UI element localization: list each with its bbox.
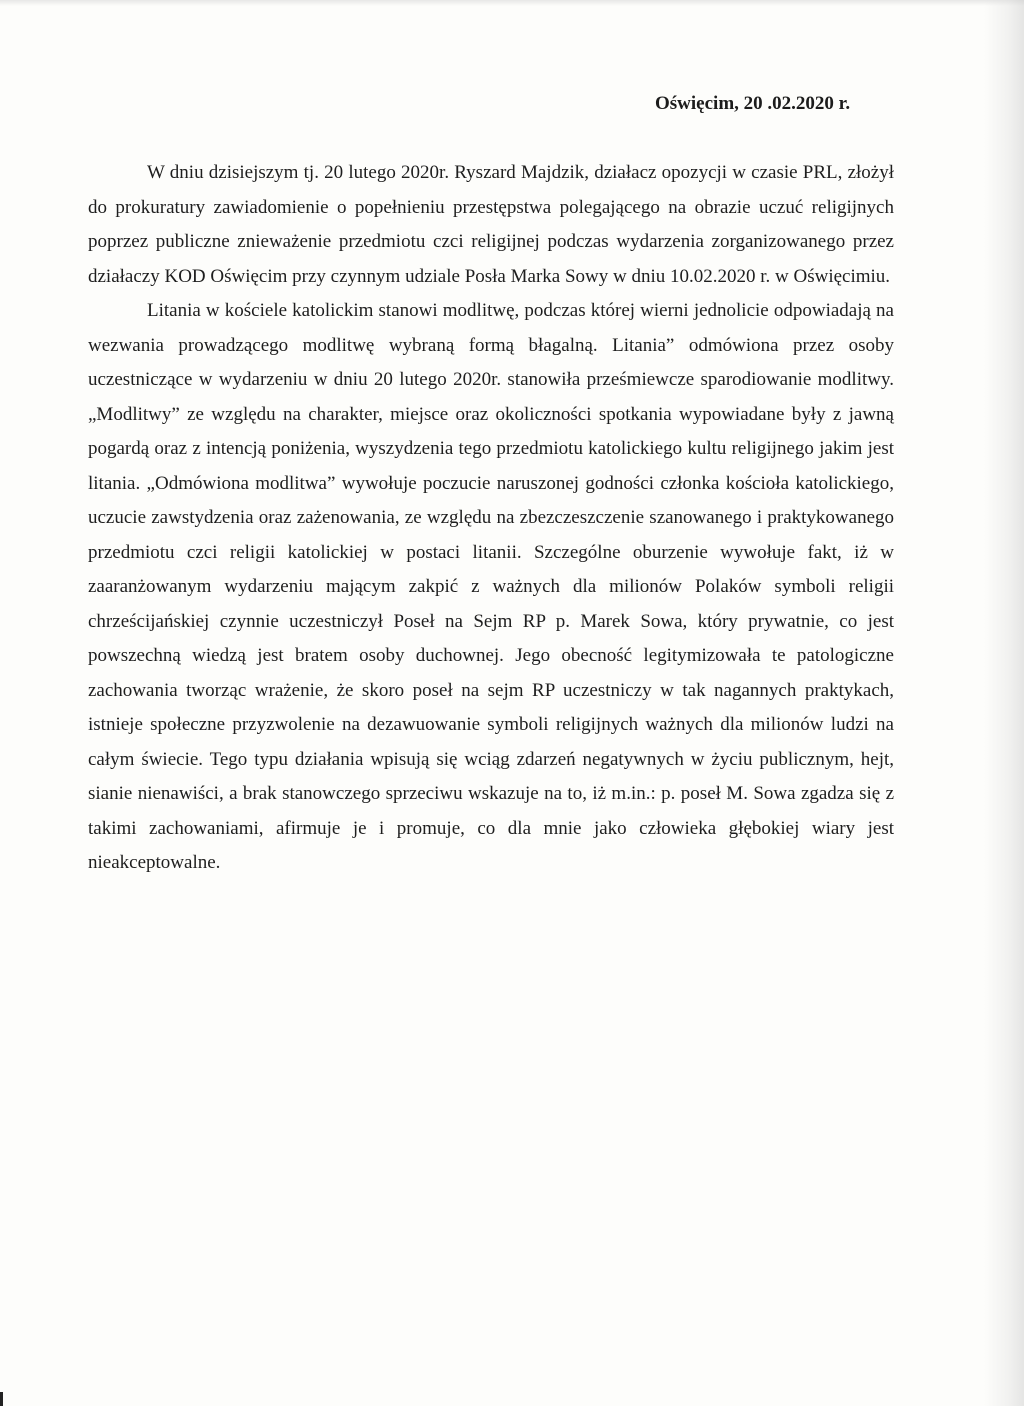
letter-body	[88, 156, 894, 881]
page-right-shadow	[984, 0, 1024, 1406]
scan-edge-mark	[0, 1392, 3, 1406]
paragraph-1: W dniu dzisiejszym tj. 20 lutego 2020r. Ryszard Majdzik, działacz opozycji w czasie PRL, złożył do prokuratury zawiadomienie o popełnieniu przestępstwa polegającego na obrazie uczuć religijnych poprzez publiczne znieważenie przedmiotu czci religijnej podczas wydarzenia zorganizowanego przez działaczy KOD Oświęcim przy czynnym udziale Posła Marka Sowy w dniu 10.02.2020 r. w Oświęcimiu.	[88, 162, 894, 287]
paragraph-2: Litania w kościele katolickim stanowi modlitwę, podczas której wierni jednolicie odpowiadają na wezwania prowadzącego modlitwę wybraną formą błagalną. Litania” odmówiona przez osoby uczestniczące w wydarzeniu w dniu 20 lutego 2020r. stanowiła prześmiewcze sparodiowanie modlitwy. „Modlitwy” ze względu na charakter, miejsce oraz okoliczności spotkania wypowiadane były z jawną pogardą oraz z intencją poniżenia, wyszydzenia tego przedmiotu katolickiego kultu religijnego jakim jest litania. „Odmówiona modlitwa” wywołuje poczucie naruszonej godności członka kościoła katolickiego, uczucie zawstydzenia oraz zażenowania, ze względu na zbezczeszczenie szanowanego i praktykowanego przedmiotu czci religii katolickiej w postaci litanii. Szczególne oburzenie wywołuje fakt, iż w zaaranżowanym wydarzeniu mającym zakpić z ważnych dla milionów Polaków symboli religii chrześcijańskiej czynnie uczestniczył Poseł na Sejm RP p. Marek Sowa, który prywatnie, co jest powszechną wiedzą jest bratem osoby duchownej. Jego obecność legitymizowała te patologiczne zachowania tworząc wrażenie, że skoro poseł na sejm RP uczestniczy w tak nagannych praktykach, istnieje społeczne przyzwolenie na dezawuowanie symboli religijnych ważnych dla milionów ludzi na całym świecie. Tego typu działania wpisują się wciąg zdarzeń negatywnych w życiu publicznym, hejt, sianie nienawiści, a brak stanowczego sprzeciwu wskazuje na to, iż m.in.: p. poseł M. Sowa zgadza się z takimi zachowaniami, afirmuje je i promuje, co dla mnie jako człowieka głębokiej wiary jest nieakceptowalne.	[88, 300, 894, 873]
page-top-shadow	[0, 0, 1024, 6]
place-and-date: Oświęcim, 20 .02.2020 r.	[655, 93, 851, 114]
